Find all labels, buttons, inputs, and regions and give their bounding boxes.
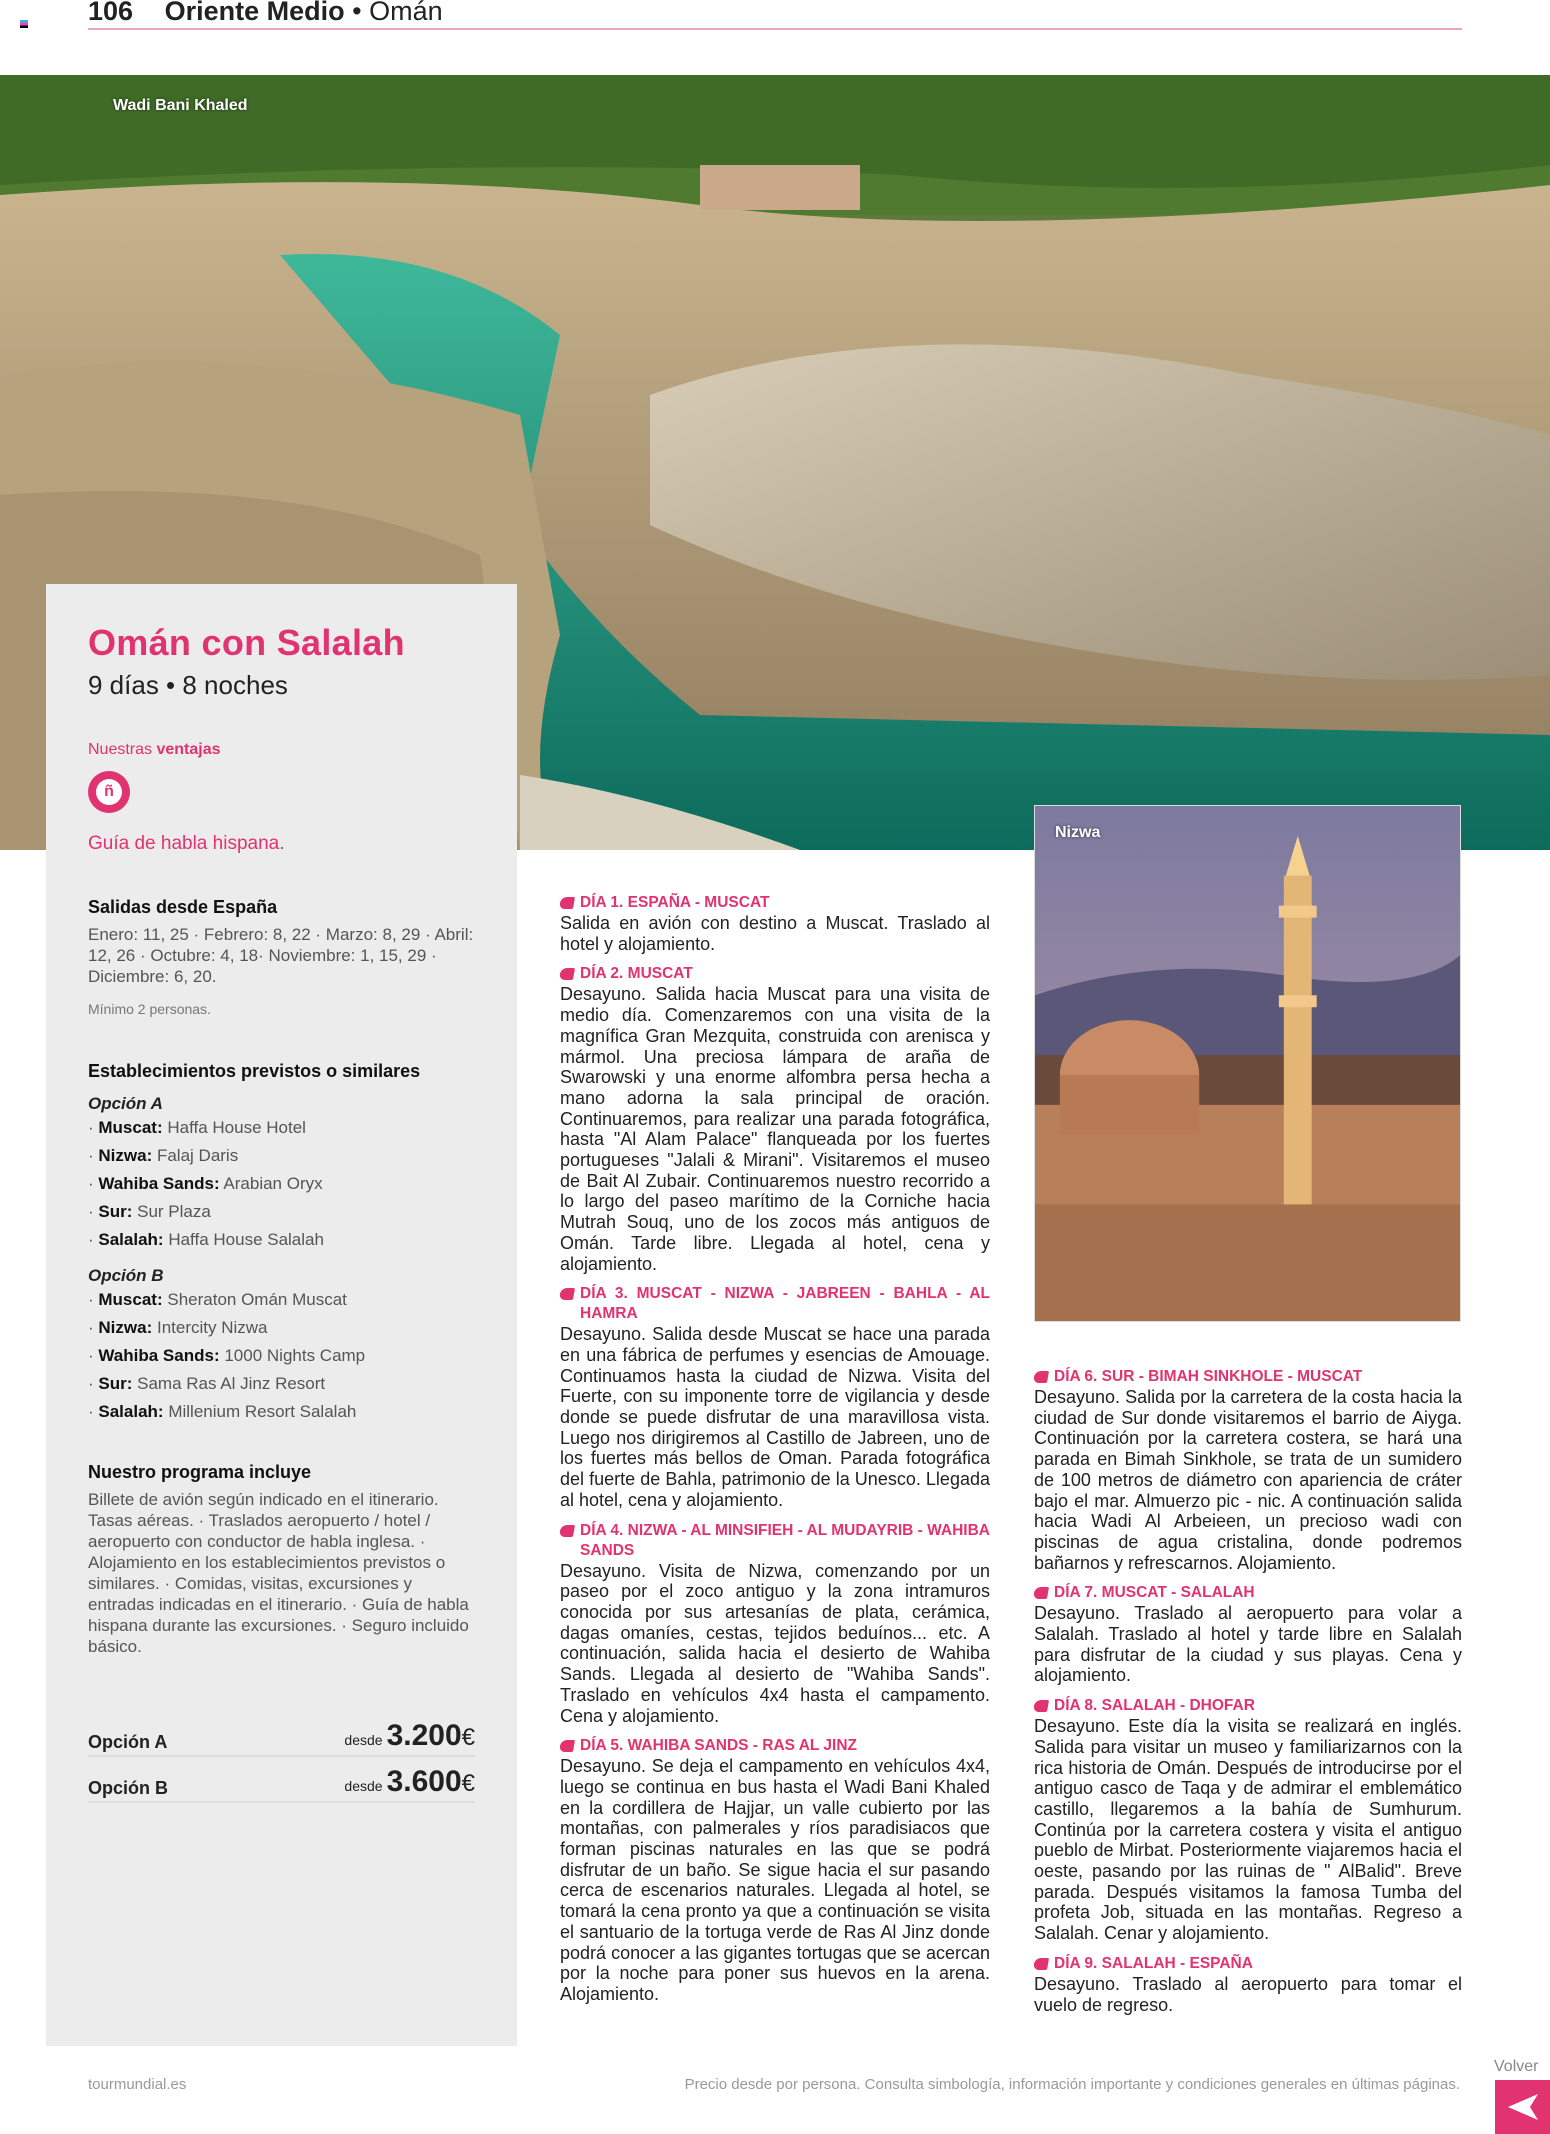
day-heading: [560, 1736, 990, 1756]
day-text: Salida en avión con destino a Muscat. Traslado al hotel y alojamiento.: [560, 913, 990, 954]
header-bullet: •: [352, 0, 362, 26]
day-marker-icon: [559, 1525, 575, 1537]
header-divider: [88, 28, 1462, 30]
includes-text: Billete de avión según indicado en el itinerario. Tasas aéreas. · Traslados aeropuerto / hotel / aeropuerto con conductor de habla inglesa. · Alojamiento en los establecimientos previstos o similares. · Comidas, visitas, excursiones y entradas indicadas en el itinerario. · Guía de habla hispana durante las excursiones. · Seguro incluido básico.: [88, 1490, 469, 1656]
hotels-title: Establecimientos previstos o similares: [88, 1061, 421, 1081]
day-text: Desayuno. Traslado al aeropuerto para volar a Salalah. Traslado al hotel y tarde libre en Salalah para disfrutar de la ciudad y sus playas. Cena y alojamiento.: [1034, 1603, 1462, 1686]
hotel-item: · Salalah: Millenium Resort Salalah: [88, 1402, 357, 1421]
day-title: DÍA 2. MUSCAT: [580, 965, 693, 983]
hotel-item: · Nizwa: Falaj Daris: [88, 1146, 239, 1165]
price-row: [88, 1765, 475, 1803]
hotel-city: Muscat:: [98, 1290, 163, 1309]
day-text: Desayuno. Salida hacia Muscat para una visita de medio día. Comenzaremos con una visita de la magnífica Gran Mezquita, construida con arenisca y mármol. Una preciosa lámpara de araña de Swarowski y una enorme alfombra persa hecha a mano adorna la sala principal de oración. Continuaremos, para realizar una parada fotográfica, hasta "Al Alam Palace" flanqueada por los fuertes portugueses "Jalali & Mirani". Visitaremos el museo de Bait Al Zubair. Continuaremos nuestro recorrido a lo largo del paseo marítimo de la Corniche hacia Mutrah Souq, uno de los zocos más antiguos de Omán. Tarde libre. Llegada al hotel, cena y alojamiento.: [560, 984, 990, 1274]
hotel-item: · Sur: Sama Ras Al Jinz Resort: [88, 1374, 326, 1393]
option-title: Opción B: [88, 1266, 164, 1285]
advantages-prefix: Nuestras: [88, 741, 153, 758]
day-heading: [1034, 1367, 1462, 1387]
day-heading: [1034, 1954, 1462, 1974]
hotel-city: Nizwa:: [98, 1318, 153, 1337]
hotel-item: · Nizwa: Intercity Nizwa: [88, 1318, 268, 1337]
itinerary-column-1: [560, 893, 990, 2005]
day-marker-icon: [1033, 1371, 1049, 1383]
hotel-name: Sama Ras Al Jinz Resort: [137, 1374, 326, 1393]
hotel-options: [88, 1094, 475, 1426]
includes-title: Nuestro programa incluye: [88, 1462, 312, 1482]
price-amount: 3.200: [386, 1719, 462, 1752]
day-heading: [560, 1284, 990, 1324]
day-title: DÍA 1. ESPAÑA - MUSCAT: [580, 894, 770, 911]
hotel-name: Millenium Resort Salalah: [168, 1402, 357, 1421]
day-text: Desayuno. Se deja el campamento en vehículos 4x4, luego se continua en bus hasta el Wadi Bani Khaled en la cordillera de Hajjar, un valle cubierto por las montañas, con palmerales y ríos paradisiacos que forman piscinas naturales en las que se podrá disfrutar de un baño. Se sigue hacia el sur pasando cerca de escenarios naturales. Llegada al hotel, se tomará la cena pronto ya que a continuación se visita el santuario de la tortuga verde de Ras Al Jinz donde podrá conocer a las gigantes tortugas que se acercan por la noche para poner sus huevos en la arena. Alojamiento.: [560, 1756, 990, 2004]
day-marker-icon: [559, 1740, 575, 1752]
price-currency: €: [461, 1770, 475, 1797]
day-heading: [560, 893, 990, 913]
day-marker-icon: [559, 1288, 575, 1300]
price-option: Opción A: [88, 1732, 168, 1752]
day-marker-icon: [1033, 1958, 1049, 1970]
day-title: DÍA 9. SALALAH - ESPAÑA: [1054, 1954, 1253, 1972]
day-text: Desayuno. Salida desde Muscat se hace una parada en una fábrica de perfumes y esencias de Amouage. Continuamos hasta la ciudad de Nizwa. Visita del Fuerte, con su imponente torre de vigilancia y desde donde se puede disfrutar de una maravillosa vista. Luego nos dirigiremos al Castillo de Jabreen, uno de los fuertes más bellos de Oman. Parada fotográfica del fuerte de Bahla, patrimonio de la Unesco. Llegada al hotel, cena y alojamiento.: [560, 1324, 990, 1510]
hotel-name: Intercity Nizwa: [156, 1318, 268, 1337]
price-table: [88, 1719, 475, 1803]
hotel-name: Falaj Daris: [156, 1146, 239, 1165]
hotel-item: · Salalah: Haffa House Salalah: [88, 1230, 324, 1249]
photo-caption: Nizwa: [1055, 824, 1101, 841]
website-link[interactable]: tourmundial.es: [88, 2076, 187, 2093]
itinerary-column-2: [1034, 1367, 1462, 2015]
day-marker-icon: [1033, 1587, 1049, 1599]
spanish-guide-icon: [88, 771, 130, 813]
day-title: DÍA 8. SALALAH - DHOFAR: [1054, 1697, 1255, 1715]
price-value: [344, 1765, 475, 1799]
day-title: DÍA 5. WAHIBA SANDS - RAS AL JINZ: [580, 1737, 858, 1755]
day-marker-icon: [1033, 1700, 1049, 1712]
day-heading: [1034, 1583, 1462, 1603]
minimum-people: Mínimo 2 personas.: [88, 1001, 211, 1017]
hotel-name: Haffa House Hotel: [167, 1118, 306, 1137]
hotel-city: Sur:: [98, 1374, 133, 1393]
hotel-name: Haffa House Salalah: [168, 1230, 324, 1249]
page-number: 106: [88, 0, 134, 26]
option-title: Opción A: [88, 1094, 163, 1113]
hotel-city: Wahiba Sands:: [98, 1346, 220, 1365]
hotel-item: · Wahiba Sands: Arabian Oryx: [88, 1174, 323, 1193]
hotel-item: · Muscat: Sheraton Omán Muscat: [88, 1290, 347, 1309]
price-row: [88, 1719, 475, 1757]
departures-dates: Enero: 11, 25 · Febrero: 8, 22 · Marzo: 8, 29 · Abril: 12, 26 · Octubre: 4, 18· Noviembre: 1, 15, 29 · Diciembre: 6, 20.: [88, 925, 474, 986]
country-title: Omán: [369, 0, 443, 26]
guide-advantage: Guía de habla hispana.: [88, 833, 285, 854]
tour-title: Omán con Salalah: [88, 622, 405, 663]
day-title: DÍA 7. MUSCAT - SALALAH: [1054, 1584, 1255, 1602]
page-header: [88, 0, 443, 27]
advantages-label: [88, 741, 475, 759]
day-text: Desayuno. Este día la visita se realizará en inglés. Salida para visitar un museo y familiarizarnos con la rica historia de Omán. Después de introducirse por el antiguo casco de Taqa y de admirar el emblemático castillo, llegaremos a la bahía de Sumhurum. Continúa por la carretera costera y visita el antiguo pueblo de Mirbat. Posteriormente viajaremos hacia el oeste, pasando por las ruinas de " AlBalid". Breve parada. Después visitamos la famosa Tumba del profeta Job, situada en las montañas. Regreso a Salalah. Cenar y alojamiento.: [1034, 1716, 1462, 1944]
price-currency: €: [461, 1724, 475, 1751]
hotel-item: · Wahiba Sands: 1000 Nights Camp: [88, 1346, 366, 1365]
day-text: Desayuno. Visita de Nizwa, comenzando por un paseo por el zoco antiguo y la zona intramuros conocida por sus artesanías de plata, cerámica, dagas omaníes, cestas, tejidos beduínos... etc. A continuación, salida hacia el desierto de Wahiba Sands. Llegada al desierto de "Wahiba Sands". Traslado en vehículos 4x4 hasta el campamento. Cena y alojamiento.: [560, 1560, 990, 1726]
tour-summary-panel: [46, 584, 517, 2046]
hotel-city: Nizwa:: [98, 1146, 153, 1165]
day-text: Desayuno. Traslado al aeropuerto para tomar el vuelo de regreso.: [1034, 1973, 1462, 2015]
hotel-city: Muscat:: [98, 1118, 163, 1137]
section-title: Oriente Medio: [164, 0, 345, 26]
price-disclaimer: Precio desde por persona. Consulta simbología, información importante y condiciones generales en últimas páginas.: [684, 2076, 1460, 2093]
tour-duration: 9 días • 8 noches: [88, 670, 288, 700]
hotel-name: Sheraton Omán Muscat: [167, 1290, 347, 1309]
hotel-item: · Muscat: Haffa House Hotel: [88, 1118, 306, 1137]
price-amount: 3.600: [386, 1765, 462, 1798]
price-value: [344, 1719, 475, 1753]
print-color-marks: [20, 20, 28, 28]
departures-title: Salidas desde España: [88, 897, 278, 917]
day-marker-icon: [559, 968, 575, 980]
day-title: DÍA 6. SUR - BIMAH SINKHOLE - MUSCAT: [1054, 1368, 1363, 1385]
hotel-name: 1000 Nights Camp: [224, 1346, 366, 1365]
price-from: desde: [344, 1778, 383, 1794]
hotel-city: Wahiba Sands:: [98, 1174, 220, 1193]
hotel-name: Arabian Oryx: [223, 1174, 323, 1193]
hotel-city: Salalah:: [98, 1402, 164, 1421]
advantages-bold: ventajas: [156, 741, 221, 758]
icon-letter: ñ: [96, 779, 122, 805]
hotel-city: Sur:: [98, 1202, 133, 1221]
day-text: Desayuno. Salida por la carretera de la costa hacia la ciudad de Sur donde visitaremos el barrio de Aiyga. Continuación por la carretera costera, se hará una parada en Bimah Sinkhole, se trata de un sumidero de 100 metros de diámetro con apariencia de cráter bajo el mar. Almuerzo pic - nic. A continuación salida hacia Wadi Al Arbeieen, un precioso wadi con piscinas de agua cristalina, donde podremos bañarnos y refrescarnos. Alojamiento.: [1034, 1387, 1462, 1573]
price-option: Opción B: [88, 1778, 168, 1798]
back-label[interactable]: Volver: [1494, 2058, 1539, 2075]
back-arrow-icon: [1508, 2094, 1538, 2120]
price-from: desde: [344, 1732, 383, 1748]
day-title: DÍA 4. NIZWA - AL MINSIFIEH - AL MUDAYRIB - WAHIBA SANDS: [580, 1521, 990, 1559]
day-heading: [560, 1521, 990, 1561]
nizwa-photo: [1034, 805, 1461, 1322]
day-title: DÍA 3. MUSCAT - NIZWA - JABREEN - BAHLA - AL HAMRA: [580, 1285, 990, 1323]
hotel-city: Salalah:: [98, 1230, 164, 1249]
photo-caption: Wadi Bani Khaled: [113, 97, 248, 114]
day-heading: [560, 964, 990, 984]
day-heading: [1034, 1696, 1462, 1716]
hotel-name: Sur Plaza: [137, 1202, 211, 1221]
hotel-item: · Sur: Sur Plaza: [88, 1202, 211, 1221]
back-button[interactable]: [1495, 2080, 1550, 2134]
day-marker-icon: [559, 897, 575, 909]
